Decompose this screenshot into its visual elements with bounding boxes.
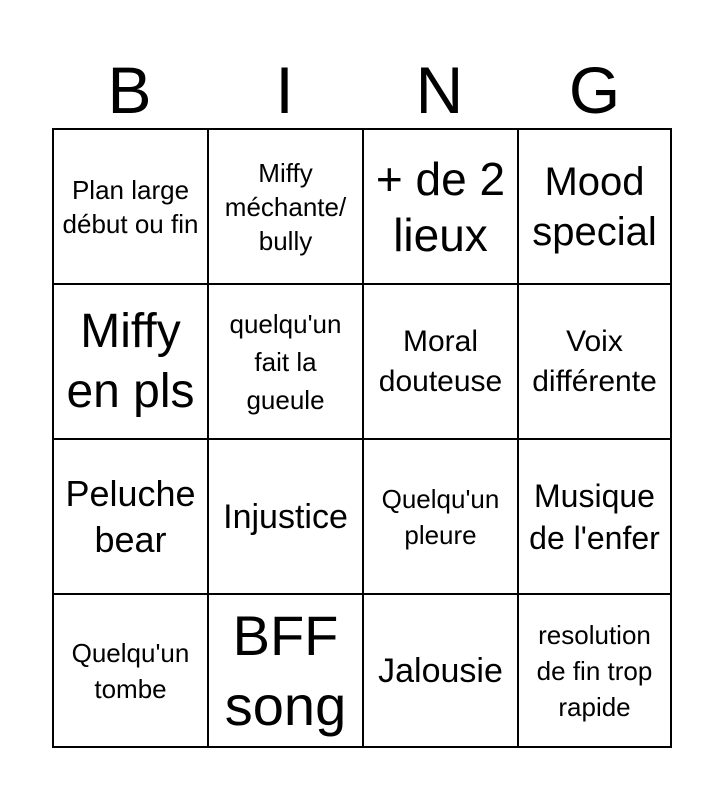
cell-text: Peluche bear: [65, 472, 196, 560]
bingo-grid: [52, 128, 672, 748]
cell-text: Voix différente: [532, 324, 657, 398]
bingo-cell[interactable]: [209, 130, 364, 285]
bingo-cell[interactable]: [519, 440, 672, 595]
cell-text: Miffy en pls: [66, 304, 195, 418]
bingo-cell[interactable]: [519, 595, 672, 748]
cell-text: + de 2 lieux: [375, 152, 506, 261]
cell-text: resolution de fin trop rapide: [536, 619, 653, 722]
cell-text: Jalousie: [378, 651, 503, 690]
cell-text: Musique de l'enfer: [529, 477, 660, 556]
cell-text: Mood special: [532, 159, 657, 254]
bingo-cell[interactable]: [54, 440, 209, 595]
cell-text: quelqu'un fait la gueule: [229, 308, 342, 415]
cell-text: Plan large début ou fin: [62, 174, 199, 239]
cell-text: Miffy méchante/ bully: [224, 157, 347, 256]
header-letter-i: I: [275, 53, 294, 127]
bingo-cell[interactable]: [519, 130, 672, 285]
cell-text: Quelqu'un pleure: [381, 483, 500, 550]
bingo-cell[interactable]: [519, 285, 672, 440]
bingo-header: [52, 50, 672, 130]
header-letter-g: G: [568, 53, 621, 127]
bingo-cell[interactable]: [54, 130, 209, 285]
cell-text: BFF song: [224, 603, 347, 737]
cell-text: Injustice: [223, 497, 348, 536]
bingo-cell[interactable]: [364, 595, 519, 748]
bingo-cell[interactable]: [54, 595, 209, 748]
cell-text: Quelqu'un tombe: [71, 637, 190, 704]
bingo-cell[interactable]: [54, 285, 209, 440]
bingo-cell[interactable]: [209, 285, 364, 440]
cell-text: Moral douteuse: [378, 324, 503, 398]
bingo-cell[interactable]: [364, 285, 519, 440]
bingo-cell[interactable]: [364, 130, 519, 285]
bingo-cell[interactable]: [364, 440, 519, 595]
bingo-cell[interactable]: [209, 440, 364, 595]
header-letter-n: N: [415, 53, 464, 127]
bingo-cell[interactable]: [209, 595, 364, 748]
header-letter-b: B: [107, 53, 152, 127]
